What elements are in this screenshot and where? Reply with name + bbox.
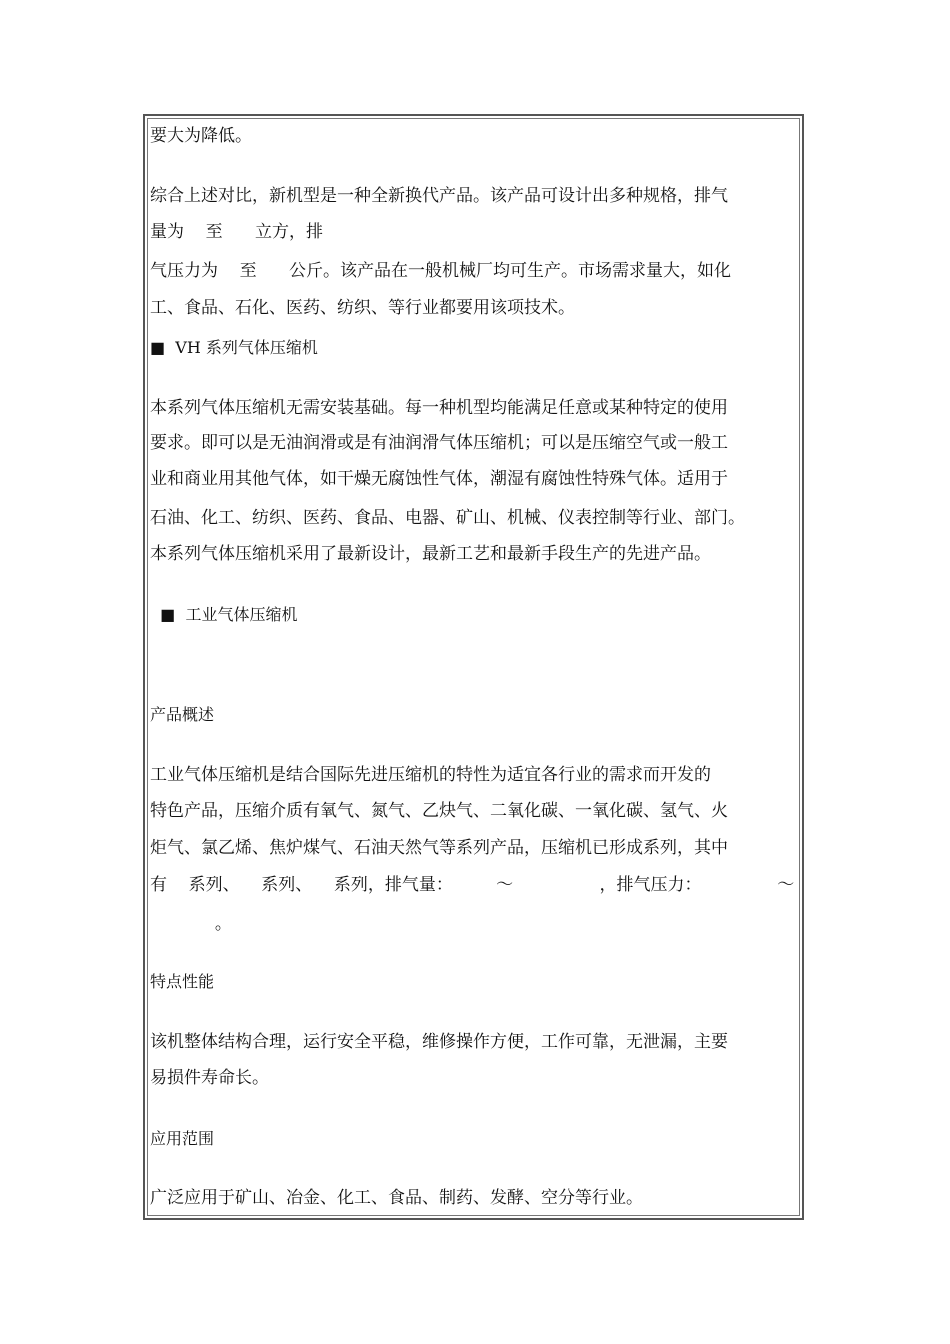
text-line: 综合上述对比，新机型是一种全新换代产品。该产品可设计出多种规格，排气	[150, 186, 728, 206]
text-line: 要求。即可以是无油润滑或是有油润滑气体压缩机；可以是压缩空气或一般工	[150, 433, 728, 453]
text-line: 广泛应用于矿山、冶金、化工、食品、制药、发酵、空分等行业。	[150, 1188, 643, 1208]
section-heading-vh: ■ VH 系列气体压缩机	[150, 338, 318, 357]
text-line: 本系列气体压缩机无需安装基础。每一种机型均能满足任意或某种特定的使用	[150, 398, 728, 418]
text-line: 要大为降低。	[150, 126, 252, 146]
text-line: 本系列气体压缩机采用了最新设计，最新工艺和最新手段生产的先进产品。	[150, 544, 711, 564]
text-line: 易损件寿命长。	[150, 1068, 269, 1088]
subheading-overview: 产品概述	[150, 705, 215, 724]
text-line: 特色产品，压缩介质有氧气、氮气、乙炔气、二氧化碳、一氧化碳、氢气、火	[150, 801, 728, 821]
text-line: 炬气、氯乙烯、焦炉煤气、石油天然气等系列产品，压缩机已形成系列，其中	[150, 838, 728, 858]
section-heading-industrial: ■ 工业气体压缩机	[150, 605, 298, 624]
text-line: 量为 至 立方，排	[150, 222, 324, 242]
subheading-applications: 应用范围	[150, 1129, 215, 1148]
text-line: 石油、化工、纺织、医药、食品、电器、矿山、机械、仪表控制等行业、部门。	[150, 508, 745, 528]
text-line: 气压力为 至 公斤。该产品在一般机械厂均可生产。市场需求量大，如化	[150, 261, 732, 281]
text-line: 该机整体结构合理，运行安全平稳，维修操作方便，工作可靠，无泄漏，主要	[150, 1032, 728, 1052]
text-line: 。	[150, 914, 232, 934]
text-line: 业和商业用其他气体，如干燥无腐蚀性气体，潮湿有腐蚀性特殊气体。适用于	[150, 469, 728, 489]
text-line: 工、食品、石化、医药、纺织、等行业都要用该项技术。	[150, 298, 575, 318]
subheading-features: 特点性能	[150, 972, 215, 991]
text-line: 工业气体压缩机是结合国际先进压缩机的特性为适宜各行业的需求而开发的	[150, 765, 711, 785]
text-line: 有 系列、 系列、 系列，排气量： ～ ，排气压力： ～	[150, 875, 795, 895]
